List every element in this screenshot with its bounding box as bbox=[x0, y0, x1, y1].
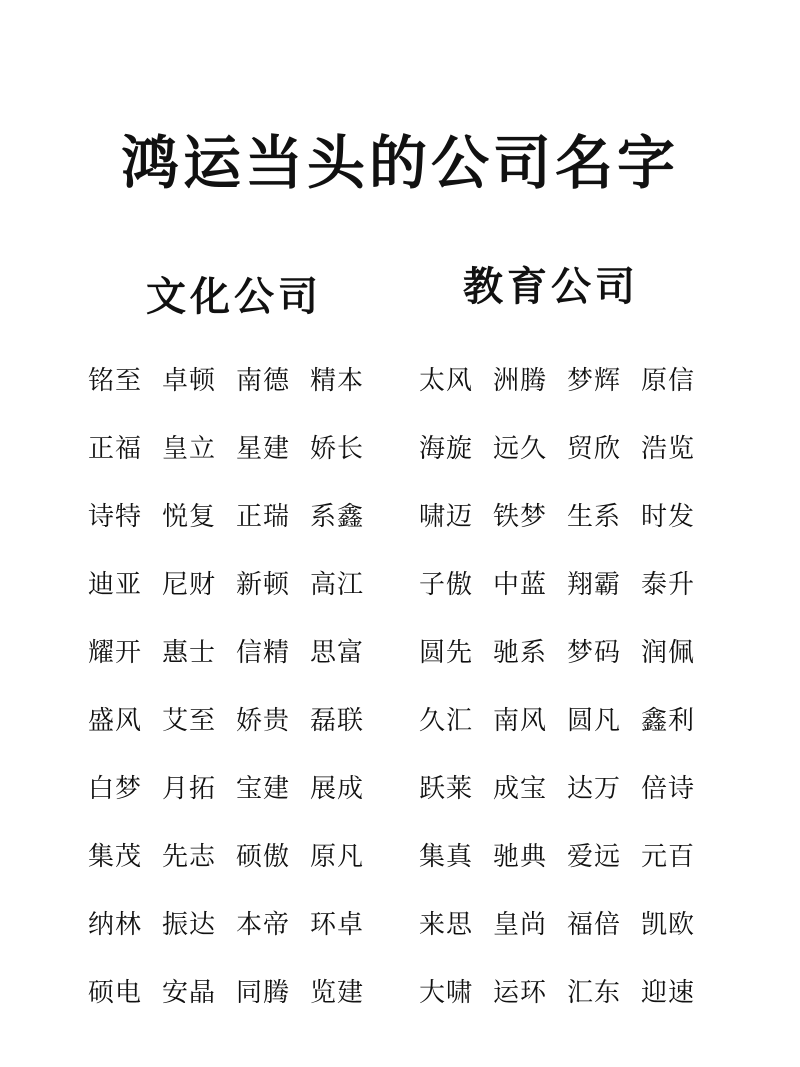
company-name: 圆凡 bbox=[567, 706, 622, 736]
company-name: 硕傲 bbox=[236, 842, 291, 872]
company-name: 时发 bbox=[641, 502, 696, 532]
company-name: 信精 bbox=[236, 638, 291, 668]
company-name: 梦码 bbox=[567, 638, 622, 668]
company-name: 宝建 bbox=[236, 774, 291, 804]
company-name: 耀开 bbox=[88, 638, 143, 668]
company-name: 远久 bbox=[493, 434, 548, 464]
company-name: 精本 bbox=[310, 366, 365, 396]
company-name: 星建 bbox=[236, 434, 291, 464]
company-name: 卓顿 bbox=[162, 366, 217, 396]
company-name: 迎速 bbox=[641, 978, 696, 1008]
company-name: 正瑞 bbox=[236, 502, 291, 532]
company-name: 南德 bbox=[236, 366, 291, 396]
company-name: 原凡 bbox=[310, 842, 365, 872]
column-heading: 文化公司 bbox=[146, 273, 322, 320]
company-name: 驰系 bbox=[493, 638, 548, 668]
company-name: 运环 bbox=[493, 978, 548, 1008]
company-name: 盛风 bbox=[88, 706, 143, 736]
company-name: 迪亚 bbox=[88, 570, 143, 600]
name-list bbox=[88, 358, 378, 1038]
company-name: 爱远 bbox=[567, 842, 622, 872]
name-list bbox=[419, 358, 709, 1038]
company-name: 集真 bbox=[419, 842, 474, 872]
company-name: 本帝 bbox=[236, 910, 291, 940]
company-name: 来思 bbox=[419, 910, 474, 940]
company-name: 鑫利 bbox=[641, 706, 696, 736]
company-name: 思富 bbox=[310, 638, 365, 668]
company-name: 先志 bbox=[162, 842, 217, 872]
company-name: 白梦 bbox=[88, 774, 143, 804]
company-name: 纳林 bbox=[88, 910, 143, 940]
company-name: 皇尚 bbox=[493, 910, 548, 940]
company-name: 悦复 bbox=[162, 502, 217, 532]
company-name: 汇东 bbox=[567, 978, 622, 1008]
company-name: 月拓 bbox=[162, 774, 217, 804]
company-name: 艾至 bbox=[162, 706, 217, 736]
company-name: 太风 bbox=[419, 366, 474, 396]
company-name: 翔霸 bbox=[567, 570, 622, 600]
company-name: 子傲 bbox=[419, 570, 474, 600]
company-name: 洲腾 bbox=[493, 366, 548, 396]
column-heading: 教育公司 bbox=[463, 263, 639, 310]
company-name: 泰升 bbox=[641, 570, 696, 600]
company-name: 同腾 bbox=[236, 978, 291, 1008]
company-name: 梦辉 bbox=[567, 366, 622, 396]
company-name: 磊联 bbox=[310, 706, 365, 736]
company-name: 润佩 bbox=[641, 638, 696, 668]
company-name: 浩览 bbox=[641, 434, 696, 464]
company-name: 中蓝 bbox=[493, 570, 548, 600]
company-name: 环卓 bbox=[310, 910, 365, 940]
company-name: 达万 bbox=[567, 774, 622, 804]
company-name: 集茂 bbox=[88, 842, 143, 872]
company-name: 高江 bbox=[310, 570, 365, 600]
company-name: 大啸 bbox=[419, 978, 474, 1008]
company-name: 啸迈 bbox=[419, 502, 474, 532]
company-name: 生系 bbox=[567, 502, 622, 532]
company-name: 娇贵 bbox=[236, 706, 291, 736]
company-name: 系鑫 bbox=[310, 502, 365, 532]
company-name: 贸欣 bbox=[567, 434, 622, 464]
company-name: 海旋 bbox=[419, 434, 474, 464]
company-name: 元百 bbox=[641, 842, 696, 872]
company-name: 览建 bbox=[310, 978, 365, 1008]
company-name: 铭至 bbox=[88, 366, 143, 396]
company-name: 原信 bbox=[641, 366, 696, 396]
company-name: 成宝 bbox=[493, 774, 548, 804]
company-name: 跃莱 bbox=[419, 774, 474, 804]
company-name: 皇立 bbox=[162, 434, 217, 464]
company-name: 尼财 bbox=[162, 570, 217, 600]
company-name: 娇长 bbox=[310, 434, 365, 464]
company-name: 振达 bbox=[162, 910, 217, 940]
company-name: 倍诗 bbox=[641, 774, 696, 804]
company-name: 安晶 bbox=[162, 978, 217, 1008]
company-name: 惠士 bbox=[162, 638, 217, 668]
company-name: 驰典 bbox=[493, 842, 548, 872]
page-title: 鸿运当头的公司名字 bbox=[120, 129, 679, 197]
company-name: 硕电 bbox=[88, 978, 143, 1008]
company-name: 展成 bbox=[310, 774, 365, 804]
company-name: 南风 bbox=[493, 706, 548, 736]
company-name: 正福 bbox=[88, 434, 143, 464]
company-name: 圆先 bbox=[419, 638, 474, 668]
company-name: 福倍 bbox=[567, 910, 622, 940]
company-name: 铁梦 bbox=[493, 502, 548, 532]
company-name: 久汇 bbox=[419, 706, 474, 736]
company-name: 新顿 bbox=[236, 570, 291, 600]
company-name: 凯欧 bbox=[641, 910, 696, 940]
company-name: 诗特 bbox=[88, 502, 143, 532]
